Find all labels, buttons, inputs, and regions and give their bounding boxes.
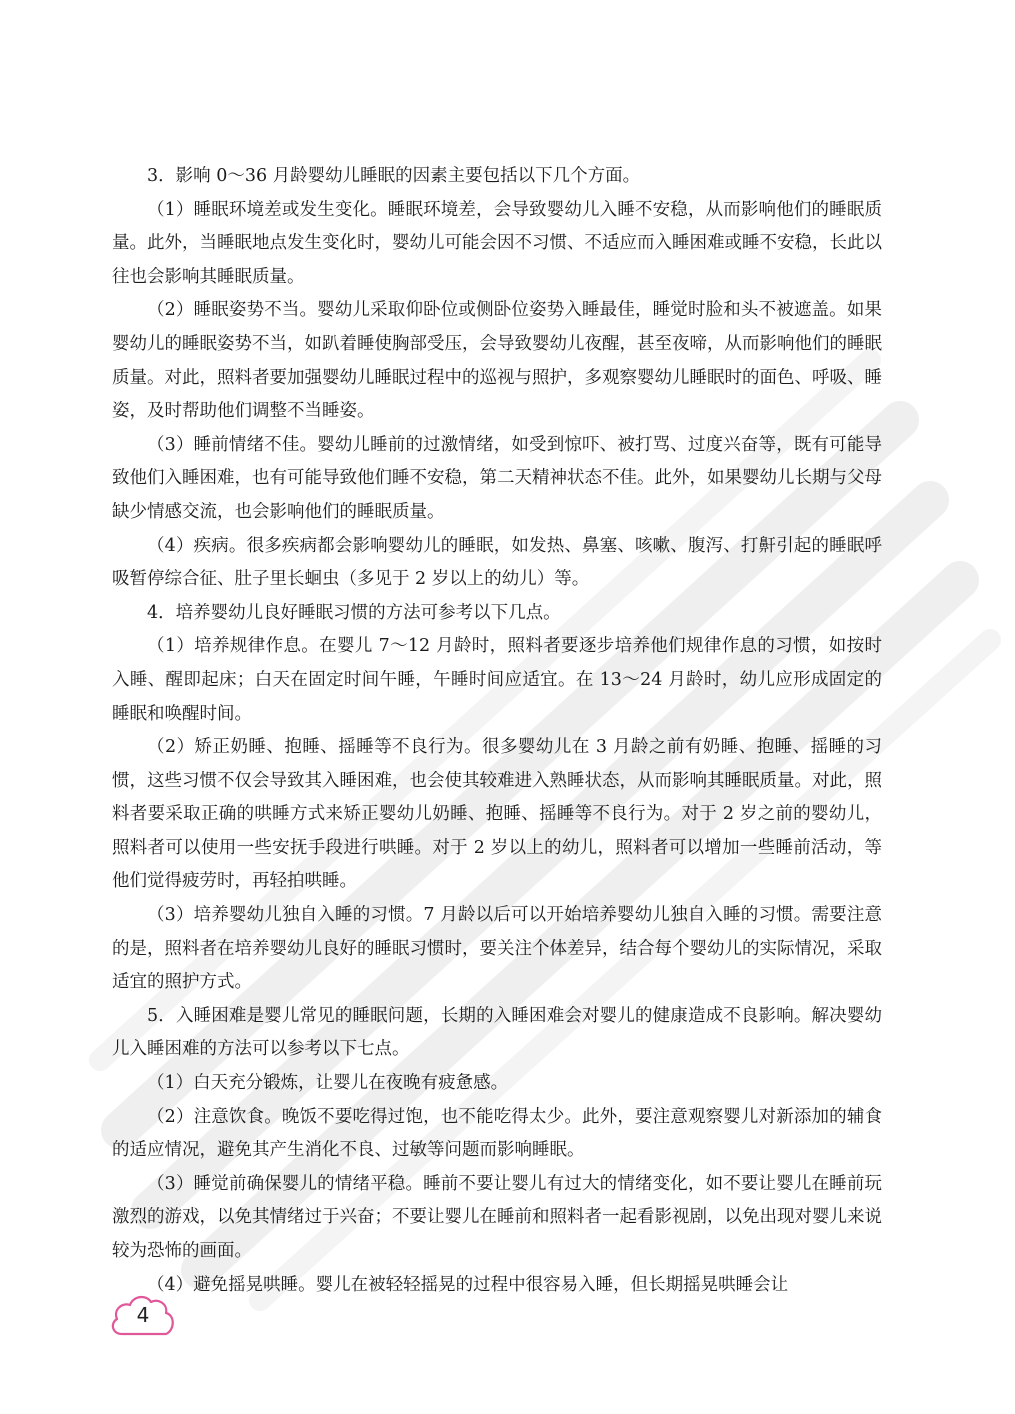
- body-text: [112, 160, 882, 1302]
- paragraph: 5．入睡困难是婴儿常见的睡眠问题，长期的入睡困难会对婴儿的健康造成不良影响。解决婴幼儿入睡困难的方法可以参考以下七点。: [112, 1005, 882, 1060]
- paragraph: 4．培养婴幼儿良好睡眠习惯的方法可参考以下几点。: [147, 602, 561, 623]
- paragraph: 3．影响 0～36 月龄婴幼儿睡眠的因素主要包括以下几个方面。: [147, 166, 641, 186]
- paragraph: （3）睡觉前确保婴儿的情绪平稳。睡前不要让婴儿有过大的情绪变化，如不要让婴儿在睡前玩激烈的游戏，以免其情绪过于兴奋；不要让婴儿在睡前和照料者一起看影视剧，以免出现对婴儿来说较为恐怖的画面。: [112, 1173, 882, 1261]
- paragraph: （2）注意饮食。晚饭不要吃得过饱，也不能吃得太少。此外，要注意观察婴儿对新添加的辅食的适应情况，避免其产生消化不良、过敏等问题而影响睡眠。: [112, 1106, 882, 1161]
- paragraph: （3）培养婴幼儿独自入睡的习惯。7 月龄以后可以开始培养婴幼儿独自入睡的习惯。需要注意的是，照料者在培养婴幼儿良好的睡眠习惯时，要关注个体差异，结合每个婴幼儿的实际情况，采取适宜的照护方式。: [112, 905, 882, 993]
- paragraph: （4）避免摇晃哄睡。婴儿在被轻轻摇晃的过程中很容易入睡，但长期摇晃哄睡会让: [147, 1274, 789, 1295]
- paragraph: （1）白天充分锻炼，让婴儿在夜晚有疲惫感。: [147, 1073, 509, 1094]
- paragraph: （1）睡眠环境差或发生变化。睡眠环境差，会导致婴幼儿入睡不安稳，从而影响他们的睡眠质量。此外，当睡眠地点发生变化时，婴幼儿可能会因不习惯、不适应而入睡困难或睡不安稳，长此以往也会影响其睡眠质量。: [112, 199, 882, 287]
- paragraph: （2）矫正奶睡、抱睡、摇睡等不良行为。很多婴幼儿在 3 月龄之前有奶睡、抱睡、摇睡的习惯，这些习惯不仅会导致其入睡困难，也会使其较难进入熟睡状态，从而影响其睡眠质量。对此，照料者要采取正确的哄睡方式来矫正婴幼儿奶睡、抱睡、摇睡等不良行为。对于 2 岁之前的婴幼儿，照料者可以使用一些安抚手段进行哄睡。对于 2 岁以上的幼儿，照料者可以增加一些睡前活动，等他们觉得疲劳时，再轻拍哄睡。: [112, 737, 882, 892]
- page-number-badge: [108, 1290, 178, 1340]
- paragraph: （2）睡眠姿势不当。婴幼儿采取仰卧位或侧卧位姿势入睡最佳，睡觉时脸和头不被遮盖。如果婴幼儿的睡眠姿势不当，如趴着睡使胸部受压，会导致婴幼儿夜醒，甚至夜啼，从而影响他们的睡眠质量。对此，照料者要加强婴幼儿睡眠过程中的巡视与照护，多观察婴幼儿睡眠时的面色、呼吸、睡姿，及时帮助他们调整不当睡姿。: [112, 300, 882, 422]
- page-number: 4: [136, 1303, 150, 1327]
- paragraph: （3）睡前情绪不佳。婴幼儿睡前的过激情绪，如受到惊吓、被打骂、过度兴奋等，既有可能导致他们入睡困难，也有可能导致他们睡不安稳，第二天精神状态不佳。此外，如果婴幼儿长期与父母缺少情感交流，也会影响他们的睡眠质量。: [112, 434, 882, 522]
- paragraph: （4）疾病。很多疾病都会影响婴幼儿的睡眠，如发热、鼻塞、咳嗽、腹泻、打鼾引起的睡眠呼吸暂停综合征、肚子里长蛔虫（多见于 2 岁以上的幼儿）等。: [112, 535, 882, 590]
- paragraph: （1）培养规律作息。在婴儿 7～12 月龄时，照料者要逐步培养他们规律作息的习惯，如按时入睡、醒即起床；白天在固定时间午睡，午睡时间应适宜。在 13～24 月龄时，幼儿应形成固定的睡眠和唤醒时间。: [112, 636, 882, 724]
